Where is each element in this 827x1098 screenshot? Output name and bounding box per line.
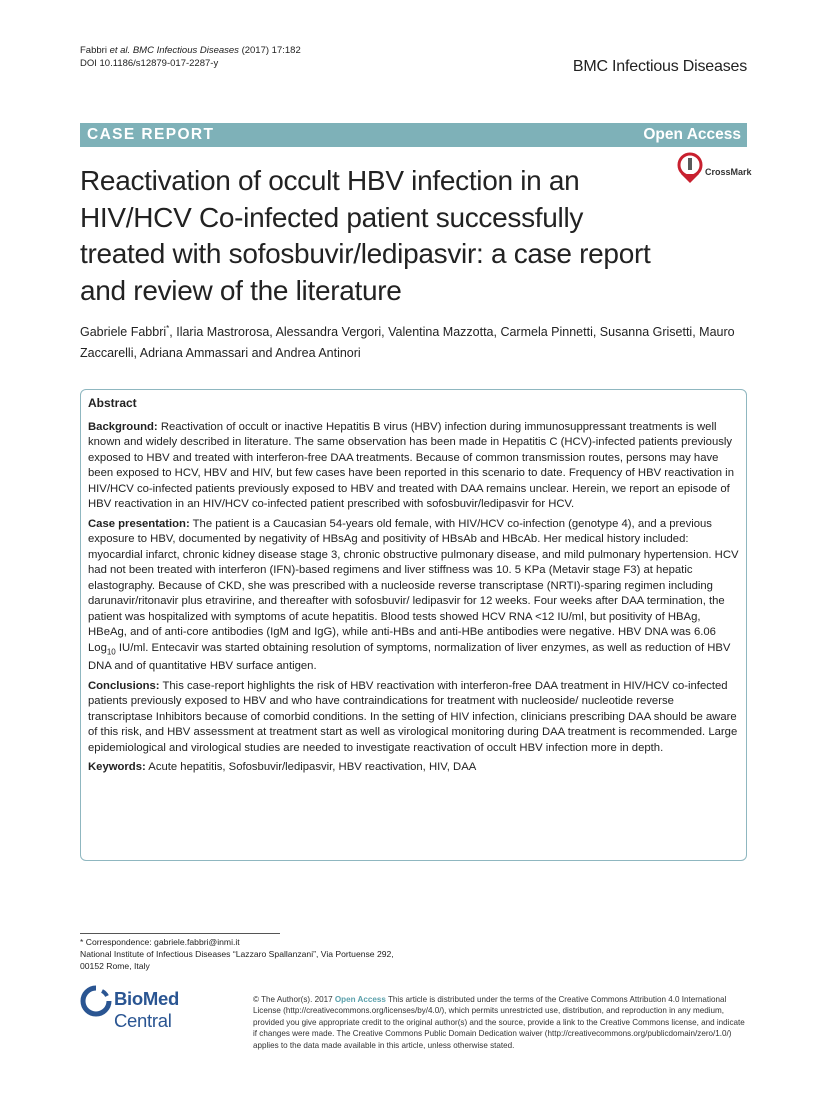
- background-label: Background:: [88, 420, 158, 433]
- co-authors: , Ilaria Mastrorosa, Alessandra Vergori, Valentina Mazzotta, Carmela Pinnetti, Susanna Grisetti, Mauro Zaccarelli, Adriana Ammassari and Andrea Antinori: [80, 325, 735, 361]
- journal-name: BMC Infectious Diseases: [572, 58, 747, 75]
- citation-journal: et al. BMC Infectious Diseases: [109, 45, 239, 56]
- background-text: Reactivation of occult or inactive Hepatitis B virus (HBV) infection during immunosuppressant treatments is well known and widely described in literature. The same observation has been made in Hepatitis C (HCV)-infected patients previously exposed to HBV and treated with interferon-free DAA treatments. Because of common transmission routes, persons may have been exposed to HCV, HBV and HIV, but few cases have been reported in this scenario to date. Frequency of HBV reactivation in HIV/HCV co-infected patients previously exposed to HBV and treated with DAA remains unclear. Herein, we report an episode of HBV reactivation in an HIV/HCV co-infected patient prescribed with sofosbuvir/ledipasvir for HCV.: [88, 420, 734, 510]
- correspondence-affiliation: National Institute of Infectious Diseases “Lazzaro Spallanzani”, Via Portuense 292, 00152 Rome, Italy: [80, 949, 394, 971]
- keywords-label: Keywords:: [88, 761, 146, 774]
- biomed-central-wordmark: BioMed Central: [114, 988, 180, 1031]
- author-list: [80, 318, 760, 364]
- footnote-divider: [80, 933, 280, 934]
- article-type-band: [80, 123, 747, 147]
- corresponding-author[interactable]: Gabriele Fabbri: [80, 325, 167, 340]
- case-text-b: IU/ml. Entecavir was started obtaining resolution of symptoms, normalization of liver enzymes, as well as reduction of HBV DNA and of quantitative HBV surface antigen.: [88, 641, 731, 673]
- abstract-heading: Abstract: [88, 396, 137, 410]
- copyright: © The Author(s). 2017: [253, 995, 335, 1004]
- correspondence-email[interactable]: * Correspondence: gabriele.fabbri@inmi.it: [80, 937, 240, 947]
- article-type-label: CASE REPORT: [87, 126, 215, 143]
- crossmark-badge[interactable]: [677, 152, 757, 188]
- abstract-background: [88, 420, 740, 513]
- citation: [80, 44, 301, 70]
- abstract-keywords: [88, 760, 740, 776]
- license-open-access: Open Access: [334, 995, 386, 1004]
- abstract-conclusions: [88, 679, 740, 757]
- citation-line: [80, 44, 301, 57]
- citation-year-volume: (2017) 17:182: [241, 45, 301, 56]
- conclusions-text: This case-report highlights the risk of HBV reactivation with interferon-free DAA treatment in HIV/HCV co-infected patients previously exposed to HBV and who have contraindications for treatment with nucleoside/ nucleotide reverse transcriptase Inhibitors because of comorbid conditions. In the setting of HIV infection, clinicians prescribing DAA should be aware of this risk, and HBV assessment at treatment start as well as virological monitoring during DAA treatment is recommended. Large epidemiological and virological studies are needed to investigate reactivation of occult HBV infection more in depth.: [88, 679, 738, 754]
- open-access-label: Open Access: [643, 126, 741, 143]
- biomed-central-logo[interactable]: [80, 985, 240, 1031]
- article-title: Reactivation of occult HBV infection in an HIV/HCV Co-infected patient successfully treated with sofosbuvir/ledipasvir: a case report and review of the literature: [80, 165, 651, 306]
- correspondence: [80, 936, 410, 972]
- crossmark-label: CrossMark: [705, 167, 752, 177]
- license-text: This article is distributed under the terms of the Creative Commons Attribution 4.0 International License (http://creativecommons.org/licenses/by/4.0/), which permits unrestricted use, distribution, and reproduction in any medium, provided you give appropriate credit to the original author(s) and the source, provide a link to the Creative Commons license, and indicate if changes were made. The Creative Commons Public Domain Dedication waiver (http://creativecommons.org/publicdomain/zero/1.0/) applies to the data made available in this article, unless otherwise stated.: [253, 995, 745, 1050]
- case-text-a: The patient is a Caucasian 54-years old female, with HIV/HCV co-infection (genotype 4), and a previous exposure to HBV, documented by negativity of HBsAg and positivity of HBsAb and HBcAb. Her medical history included: myocardial infarct, chronic kidney disease stage 3, chronic obstructive pulmonary disease, and mild pulmonary hypertension. HCV had not been treated with interferon (IFN)-based regimens and liver stiffness was 10. 5 KPa (Metavir stage F3) at hepatic elastography. Because of CKD, she was prescribed with a nucleoside reverse transcriptase (NRTI)-sparing regimen including darunavir/ritonavir plus etravirine, and thereafter with sofosbuvir/ ledipasvir for 12 weeks. Four weeks after DAA termination, the patient was hospitalized with symptoms of acute hepatitis. Blood tests showed HCV RNA <12 IU/ml, but positivity of HBAg, HBeAg, and of anti-core antibodies (IgM and IgG), while anti-HBs and anti-HBe antibodies were negative. HBV DNA was 6.06 Log: [88, 517, 739, 654]
- abstract-content: [88, 396, 740, 780]
- case-label: Case presentation:: [88, 517, 190, 530]
- abstract-case: [88, 517, 740, 675]
- log-subscript: 10: [106, 646, 116, 656]
- correspondence-mark: *: [166, 324, 170, 333]
- citation-first-author: Fabbri: [80, 45, 107, 56]
- crossmark-icon: [677, 152, 703, 186]
- license-statement: [253, 994, 748, 1051]
- citation-doi[interactable]: DOI 10.1186/s12879-017-2287-y: [80, 58, 219, 69]
- conclusions-label: Conclusions:: [88, 679, 160, 692]
- keywords-text: Acute hepatitis, Sofosbuvir/ledipasvir, HBV reactivation, HIV, DAA: [148, 761, 477, 774]
- biomed-central-icon: [80, 985, 112, 1017]
